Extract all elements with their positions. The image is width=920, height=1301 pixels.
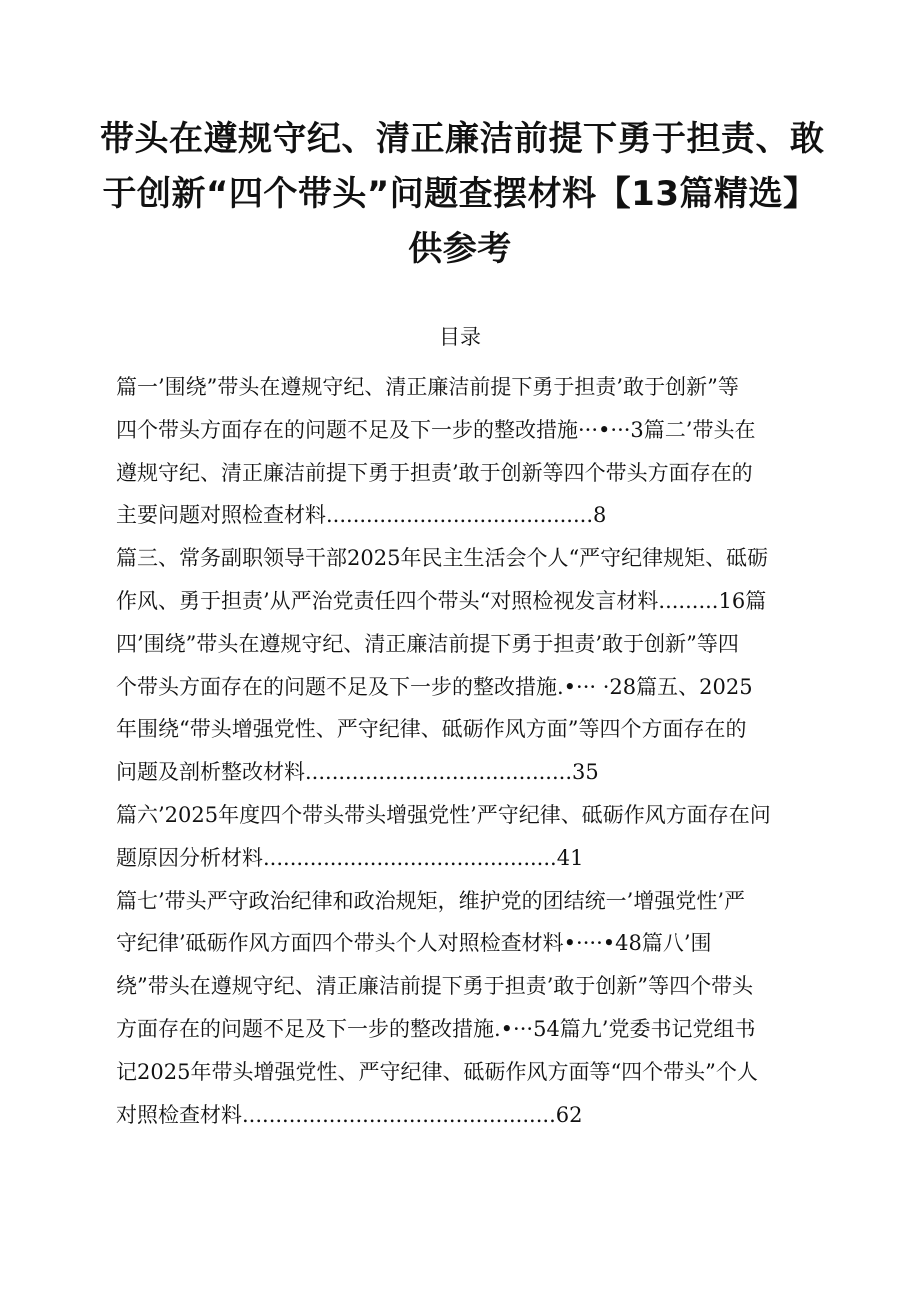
toc-line: 守纪律’砥砺作风方面四个带头个人对照检查材料•····•48篇八’围: [116, 931, 712, 956]
toc-line: 题原因分析材料............................................41: [116, 845, 584, 870]
toc-line: 篇一’围绕”带头在遵规守纪、清正廉洁前提下勇于担责’敢于创新”等: [116, 375, 739, 399]
toc-line: 个带头方面存在的问题不足及下一步的整改措施.•··· ·28篇五、2025: [116, 674, 753, 699]
toc-line: 篇七’带头严守政治纪律和政治规矩，维护党的团结统一’增强党性’严: [116, 888, 746, 913]
document-title: [100, 112, 825, 277]
toc-line: 主要问题对照检查材料........................................8: [116, 503, 607, 528]
toc-line: 作风、勇于担责’从严治党责任四个带头“对照检视发言材料.........16篇: [116, 588, 767, 613]
toc-line: 四个带头方面存在的问题不足及下一步的整改措施···•···3篇二’带头在: [116, 417, 756, 442]
toc-heading: 目录: [439, 325, 481, 349]
toc-line: 对照检查材料...............................................62: [116, 1102, 583, 1127]
toc-line: 四’围绕”带头在遵规守纪、清正廉洁前提下勇于担责’敢于创新”等四: [116, 631, 739, 656]
toc-line: 记2025年带头增强党性、严守纪律、砥砺作风方面等“四个带头”个人: [116, 1059, 758, 1084]
toc-line: 方面存在的问题不足及下一步的整改措施.•···54篇九’党委书记党组书: [116, 1016, 756, 1041]
title-line-2: 于创新“四个带头”问题查摆材料【13篇精选】: [102, 174, 818, 214]
toc-line: 绕”带头在遵规守纪、清正廉洁前提下勇于担责’敢于创新”等四个带头: [116, 974, 754, 999]
toc-line: 篇六’2025年度四个带头带头增强党性’严守纪律、砥砺作风方面存在问: [116, 802, 771, 827]
toc-line: 问题及剖析整改材料........................................35: [116, 760, 599, 785]
toc-line: 年围绕“带头增强党性、严守纪律、砥砺作风方面”等四个方面存在的: [116, 717, 747, 742]
toc-line: 篇三、常务副职领导干部2025年民主生活会个人“严守纪律规矩、砥砺: [116, 546, 769, 571]
table-of-contents: [116, 366, 830, 1136]
title-line-3: 供参考: [408, 229, 512, 269]
title-line-1: 带头在遵规守纪、清正廉洁前提下勇于担责、敢: [100, 119, 825, 159]
toc-line: 遵规守纪、清正廉洁前提下勇于担责’敢于创新等四个带头方面存在的: [116, 460, 753, 485]
